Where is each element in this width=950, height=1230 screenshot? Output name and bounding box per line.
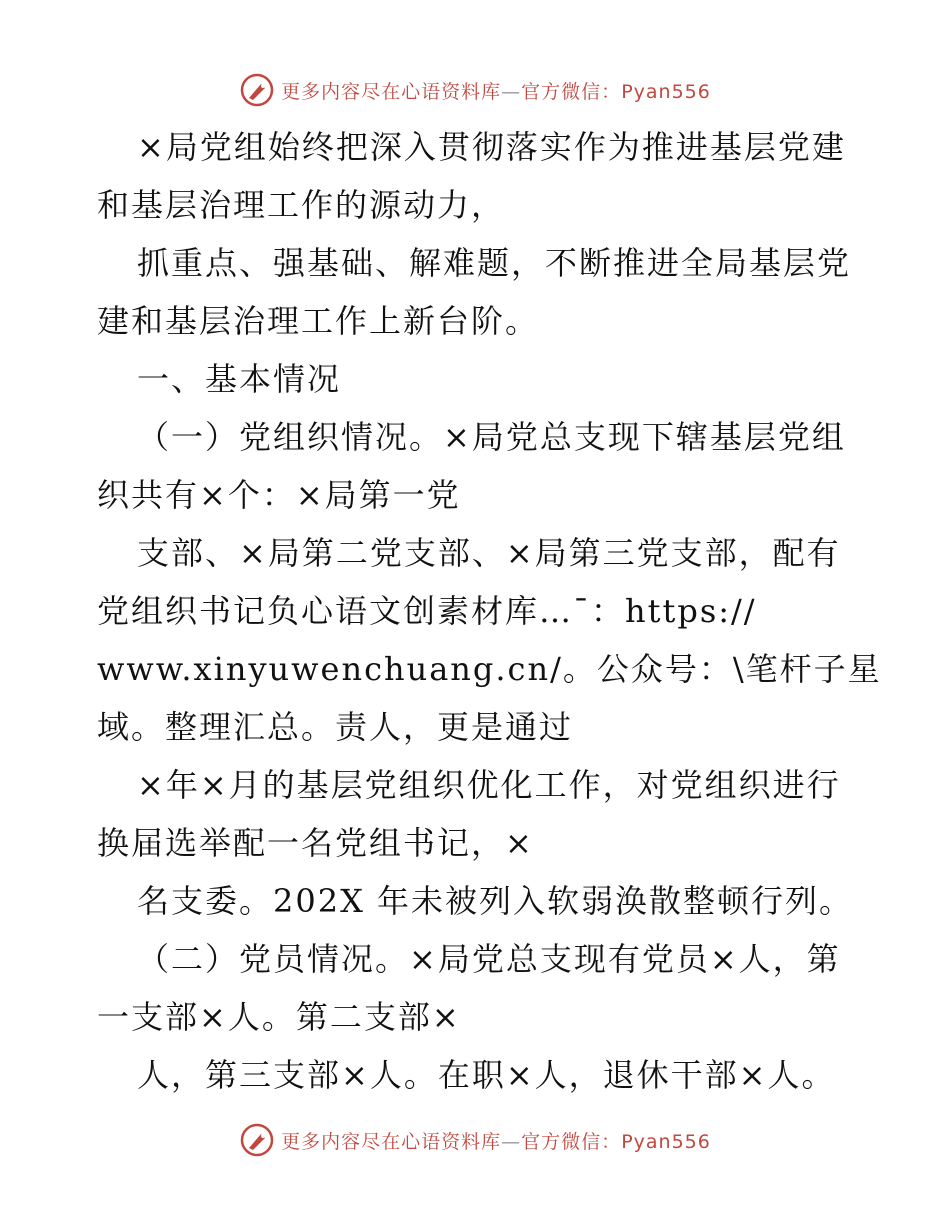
paragraph-line: 党组织书记负心语文创素材库…¯：https://: [97, 592, 757, 630]
paragraph-line: 换届选举配一名党组书记，×: [97, 824, 534, 862]
paragraph-line: （二）党员情况。×局党总支现有党员×人，第: [137, 940, 841, 978]
watermark-brand: 更多内容尽在心语资料库: [281, 1130, 502, 1153]
paragraph-line: 抓重点、强基础、解难题，不断推进全局基层党: [137, 244, 852, 282]
paragraph-line: 和基层治理工作的源动力，: [97, 186, 506, 224]
watermark-banner-bottom: [0, 1120, 950, 1160]
paragraph-line: ×局党组始终把深入贯彻落实作为推进基层党建: [137, 128, 846, 166]
paragraph-line: 域。整理汇总。责人，更是通过: [97, 708, 574, 746]
paragraph-line: www.xinyuwenchuang.cn/。公众号：\笔杆子星: [97, 650, 882, 688]
paragraph-line: （一）党组织情况。×局党总支现下辖基层党组: [137, 418, 846, 456]
pen-nib-logo-icon: [239, 72, 275, 108]
paragraph-line: 名支委。202X 年未被列入软弱涣散整顿行列。: [137, 882, 854, 920]
paragraph-line: 支部、×局第二党支部、×局第三党支部，配有: [137, 534, 841, 572]
paragraph-line: 一支部×人。第二支部×: [97, 998, 461, 1036]
paragraph-line: ×年×月的基层党组织优化工作，对党组织进行: [137, 766, 841, 804]
paragraph-line: 建和基层治理工作上新台阶。: [97, 302, 540, 340]
section-heading: 一、基本情况: [137, 360, 342, 398]
watermark-separator: —: [501, 80, 522, 103]
paragraph-line: 织共有×个：×局第一党: [97, 476, 461, 514]
watermark-banner-top: [0, 70, 950, 110]
watermark-brand: 更多内容尽在心语资料库: [281, 80, 502, 103]
watermark-text: [281, 1127, 711, 1154]
paragraph-line: 人，第三支部×人。在职×人，退休干部×人。: [137, 1056, 836, 1094]
watermark-text: [281, 77, 711, 104]
watermark-separator: —: [501, 1130, 522, 1153]
watermark-official: 官方微信：: [521, 1130, 622, 1153]
pen-nib-logo-icon: [239, 1122, 275, 1158]
watermark-account: Pyan556: [621, 80, 711, 103]
watermark-official: 官方微信：: [521, 80, 622, 103]
watermark-account: Pyan556: [621, 1130, 711, 1153]
